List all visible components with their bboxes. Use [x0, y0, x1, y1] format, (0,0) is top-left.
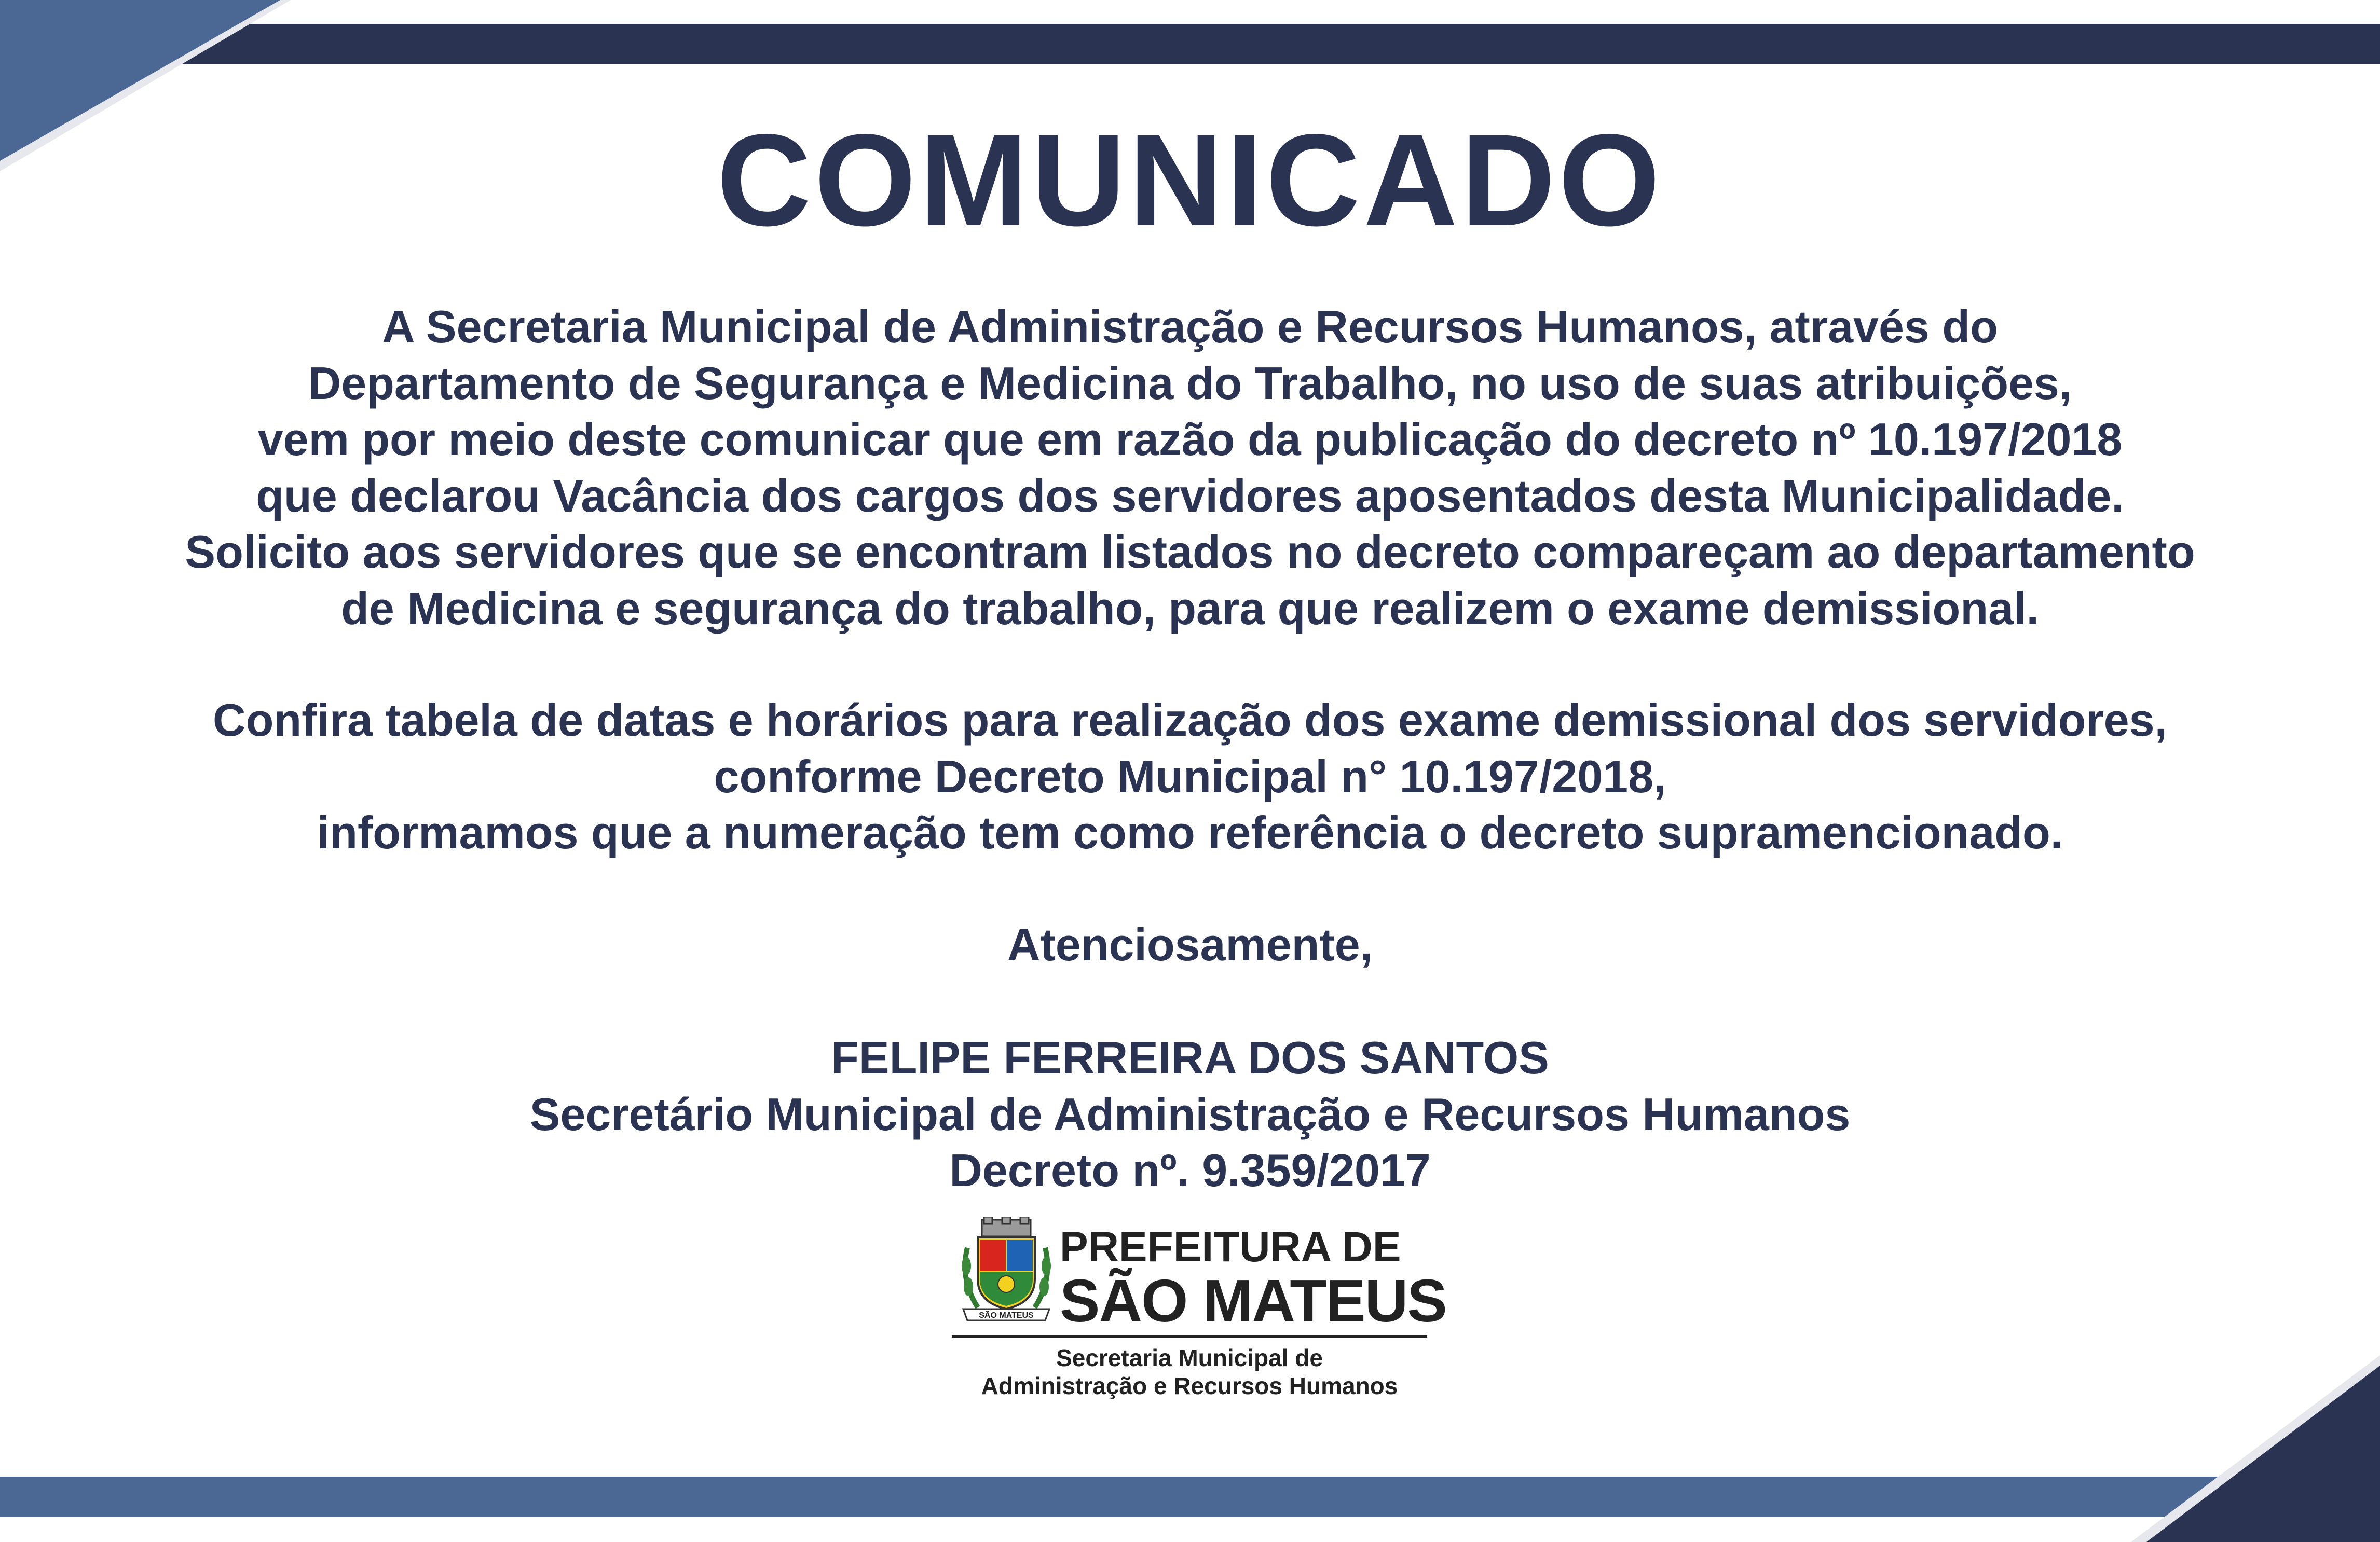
- crest-banner-text: SÃO MATEUS: [979, 1311, 1034, 1320]
- prefeitura-logo: [952, 1217, 1446, 1403]
- notice-line: Departamento de Segurança e Medicina do Trabalho, no uso de suas atribuições,: [308, 357, 2072, 409]
- top-border-bar: [0, 24, 2380, 64]
- signer-name: FELIPE FERREIRA DOS SANTOS: [831, 1032, 1549, 1083]
- closing-text: Atenciosamente,: [1007, 919, 1373, 970]
- logo-subtitle-line1: Secretaria Municipal de: [1056, 1344, 1323, 1371]
- logo-title-line1: PREFEITURA DE: [1060, 1223, 1401, 1271]
- logo-subtitle-line2: Administração e Recursos Humanos: [981, 1372, 1398, 1399]
- notice-line: A Secretaria Municipal de Administração e Recursos Humanos, através do: [382, 301, 1998, 352]
- notice-line: Solicito aos servidores que se encontram listados no decreto compareçam ao departamento: [185, 526, 2195, 577]
- closing: [0, 917, 2380, 973]
- schedule-line: conforme Decreto Municipal n° 10.197/2018,: [714, 750, 1666, 802]
- notice-line: de Medicina e segurança do trabalho, para que realizem o exame demissional.: [341, 582, 2039, 634]
- coat-of-arms-icon: [957, 1217, 1056, 1328]
- signer-title: Secretário Municipal de Administração e Recursos Humanos: [529, 1088, 1851, 1140]
- signature-block: [0, 1030, 2380, 1199]
- schedule-line: Confira tabela de datas e horários para realização dos exame demissional dos servidores,: [213, 694, 2167, 746]
- logo-divider: [952, 1335, 1427, 1338]
- notice-line: que declarou Vacância dos cargos dos servidores aposentados desta Municipalidade.: [256, 470, 2124, 521]
- page-title: COMUNICADO: [717, 107, 1663, 253]
- schedule-paragraph: [0, 692, 2380, 861]
- signer-decree: Decreto nº. 9.359/2017: [949, 1145, 1431, 1196]
- schedule-line: informamos que a numeração tem como referência o decreto supramencionado.: [317, 807, 2063, 858]
- bottom-right-corner-decoration: [2131, 1355, 2380, 1542]
- notice-paragraph: [0, 299, 2380, 637]
- bottom-border-bar: [0, 1477, 2380, 1517]
- notice-line: vem por meio deste comunicar que em razão da publicação do decreto nº 10.197/2018: [257, 414, 2123, 465]
- logo-title-line2: SÃO MATEUS: [1060, 1267, 1446, 1334]
